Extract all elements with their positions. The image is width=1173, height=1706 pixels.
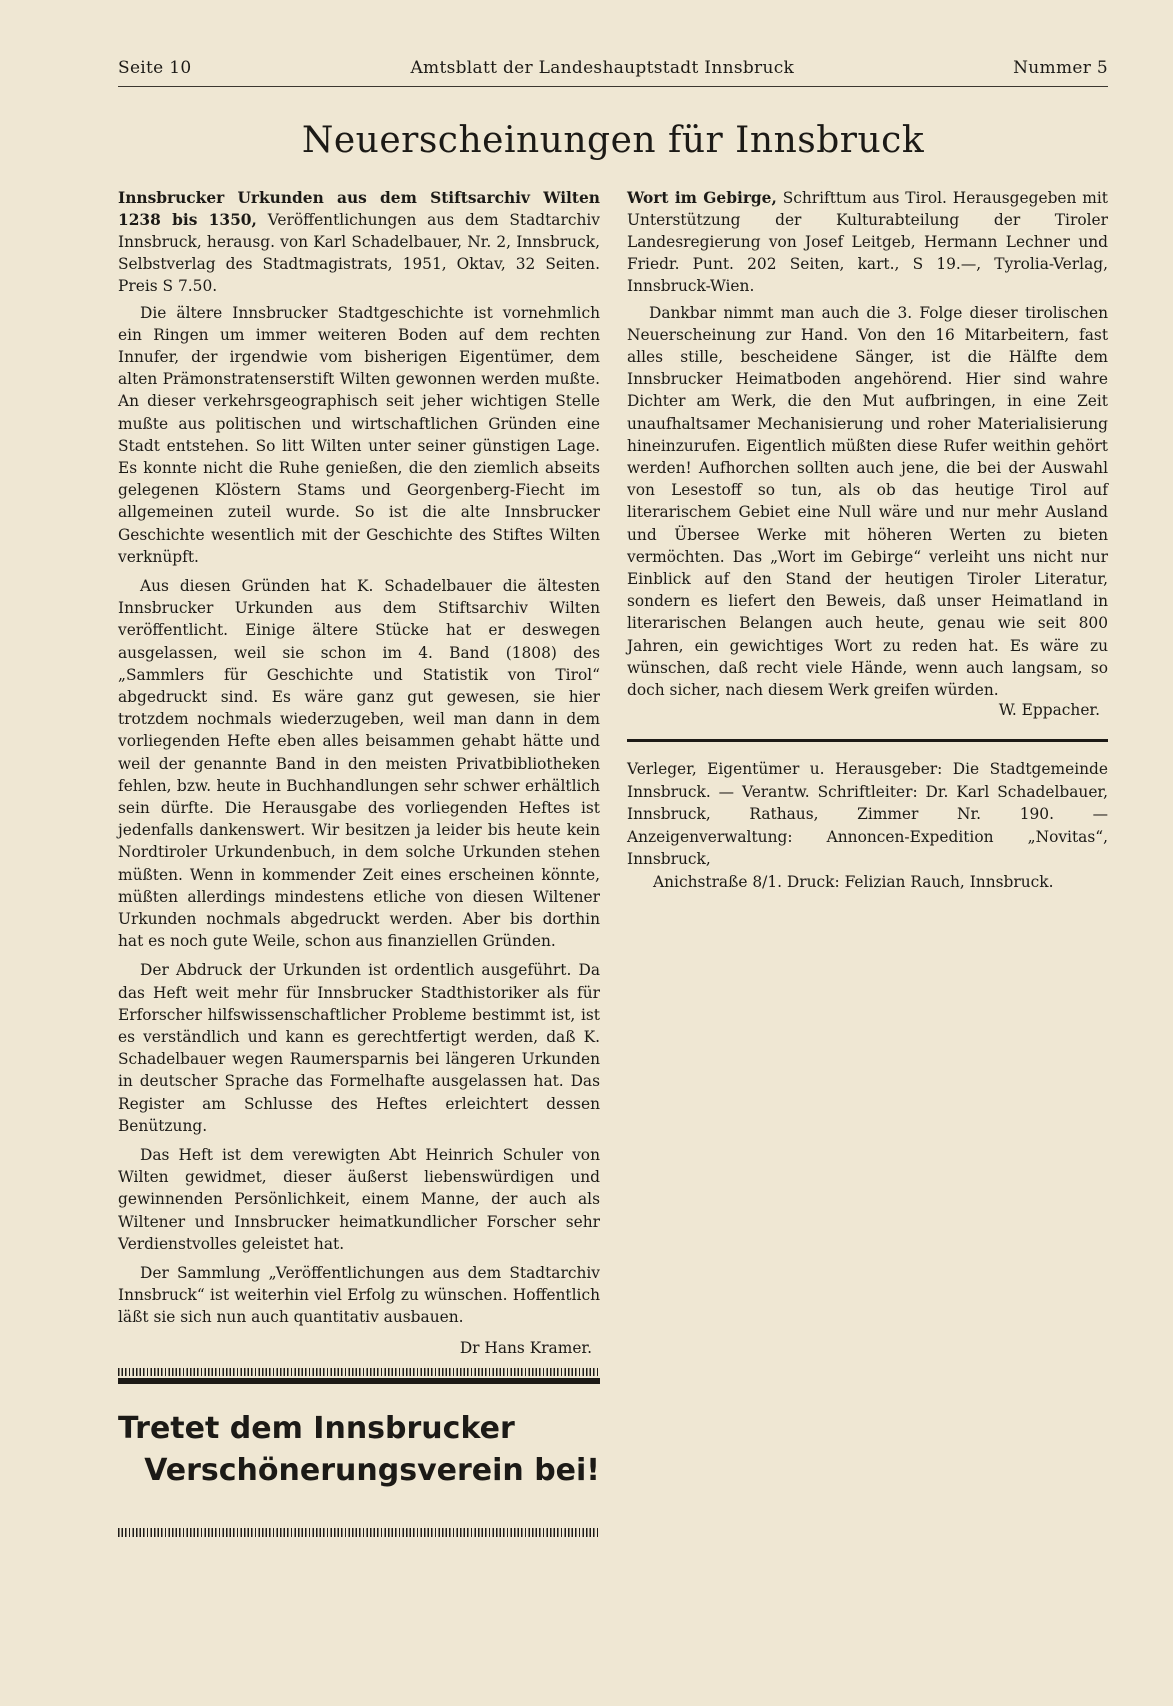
page-title: Neuerscheinungen für Innsbruck — [301, 120, 925, 161]
page-header — [118, 58, 1108, 78]
publication-name: Amtsblatt der Landeshauptstadt Innsbruck — [410, 58, 795, 78]
book-title: Innsbrucker Urkunden aus dem Stiftsarchiv Wilten 1238 bis 1350, — [118, 189, 600, 229]
book-details: Veröffentlichungen aus dem Stadtarchiv Innsbruck, herausg. von Karl Schadelbauer, Nr. 2, Innsbruck, Selbstverlag des Stadtmagistrats, 1951, Oktav, 32 Seiten. Preis S 7.50. — [118, 210, 600, 295]
imprint-text: Verleger, Eigentümer u. Herausgeber: Die Stadtgemeinde Innsbruck. — Verantw. Schriftleiter: Dr. Karl Schadelbauer, Innsbruck, Rathaus, Zimmer Nr. 190. — Anzeigenverwaltung: Annoncen-Expedition „Novitas“, Innsbruck, — [627, 760, 1108, 869]
issue-number: Nummer 5 — [1013, 58, 1108, 78]
border-line — [118, 1378, 600, 1384]
advert-line-2: Verschönerungsverein bei! — [144, 1453, 600, 1488]
review-heading-urkunden — [118, 188, 600, 298]
author-signature: Dr Hans Kramer. — [459, 1338, 592, 1357]
review-paragraph: Dankbar nimmt man auch die 3. Folge dieser tirolischen Neuerscheinung zur Hand. Von den 16 Mitarbeitern, fast alles stille, bescheidene Sänger, ist die Hälfte dem Innsbrucker Heimatboden angehörend. Hier sind wahre Dichter am Werk, die den Mut aufbringen, in eine Zeit unaufhaltsamer Mechanisierung und roher Materialisierung hineinzurufen. Eigentlich müßten diese Rufer weithin gehört werden! Aufhorchen sollten auch jene, die bei der Auswahl von Lesestoff so tun, als ob das heutige Tirol auf literarischem Gebiet eine Null wäre und nur mehr Ausland und Übersee Werke mit höheren Werten zu bieten vermöchten. Das „Wort im Gebirge“ verleiht uns nicht nur Einblick auf den Stand der heutigen Tiroler Literatur, sondern es liefert den Beweis, daß unser Heimatland in literarischen Belangen auch heute, genau wie seit 800 Jahren, ein gewichtiges Wort zu reden hat. Es wäre zu wünschen, daß recht viele Hände, wenn auch langsam, so doch sicher, nach diesem Werk greifen würden. — [627, 303, 1108, 699]
review-paragraph: Die ältere Innsbrucker Stadtgeschichte ist vornehmlich ein Ringen um immer weiteren Boden auf dem rechten Innufer, der irgendwie vom bisherigen Eigentümer, dem alten Prämonstratenserstift Wilten gewonnen werden mußte. An dieser verkehrsgeographisch seit jeher wichtigen Stelle mußte aus politischen und wirtschaftlichen Gründen eine Stadt entstehen. So litt Wilten unter seiner günstigen Lage. Es konnte nicht die Ruhe genießen, die den ziemlich abseits gelegenen Klöstern Stams und Georgenberg-Fiecht im allgemeinen zuteil wurde. So ist die alte Innsbrucker Geschichte wesentlich mit der Geschichte des Stiftes Wilten verknüpft. — [118, 303, 600, 566]
section-rule — [627, 739, 1108, 742]
author-signature: W. Eppacher. — [998, 701, 1100, 720]
right-column — [627, 188, 1108, 893]
review-paragraph: Der Abdruck der Urkunden ist ordentlich ausgeführt. Da das Heft weit mehr für Innsbrucker Stadthistoriker als für Erforscher hilfswissenschaftlicher Probleme bestimmt ist, ist es verständlich und kann es gerechtfertigt werden, daß K. Schadelbauer wegen Raumersparnis bei längeren Urkunden in deutscher Sprache das Formelhafte ausgelassen hat. Das Register am Schlusse des Heftes erleichtert dessen Benützung. — [118, 961, 600, 1135]
review-paragraph: Der Sammlung „Veröffentlichungen aus dem Stadtarchiv Innsbruck“ ist weiterhin viel Erfolg zu wünschen. Hoffentlich läßt sie sich nun auch quantitativ ausbauen. — [118, 1264, 600, 1327]
left-column — [118, 188, 600, 1359]
imprint-address: Anichstraße 8/1. Druck: Felizian Rauch, Innsbruck. — [653, 872, 1054, 891]
book-details: Schrifttum aus Tirol. Herausgegeben mit Unterstützung der Kulturabteilung der Tiroler Landesregierung von Josef Leitgeb, Hermann Lechner und Friedr. Punt. 202 Seiten, kart., S 19.—, Tyrolia-Verlag, Innsbruck-Wien. — [627, 189, 1108, 295]
review-paragraph: Das Heft ist dem verewigten Abt Heinrich Schuler von Wilten gewidmet, dieser äußerst liebenswürdigen und gewinnenden Persönlichkeit, einem Manne, der auch als Wiltener und Innsbrucker heimatkundlicher Forscher sehr Verdienstvolles geleistet hat. — [118, 1146, 600, 1253]
page-number: Seite 10 — [118, 58, 192, 78]
header-rule — [118, 86, 1108, 87]
imprint — [627, 758, 1108, 893]
advert-top-border — [118, 1368, 600, 1384]
advert-bottom-border — [118, 1528, 600, 1537]
review-paragraph: Aus diesen Gründen hat K. Schadelbauer die ältesten Innsbrucker Urkunden aus dem Stiftsarchiv Wilten veröffentlicht. Einige ältere Stücke hat er deswegen ausgelassen, weil sie schon im 4. Band (1808) des „Sammlers für Geschichte und Statistik von Tirol“ abgedruckt sind. Es wäre ganz gut gewesen, sie hier trotzdem nochmals wiederzugeben, weil man dann in dem vorliegenden Hefte eben alles beisammen gehabt hätte und weil der genannte Band in den meisten Privatbibliotheken fehlen, bzw. heute in Buchhandlungen sehr schwer erhältlich sein dürfte. Die Herausgabe des vorliegenden Heftes ist jedenfalls dankenswert. Wir besitzen ja leider bis heute kein Nordtiroler Urkundenbuch, in dem solche Urkunden stehen müßten. Wenn in kommender Zeit eines erscheinen könnte, müßten allerdings mindestens etliche von diesen Wiltener Urkunden nochmals abgedruckt werden. Aber bis dorthin hat es noch gute Weile, schon aus finanziellen Gründen. — [118, 576, 600, 951]
review-heading-wort — [627, 188, 1108, 298]
advert-line-1: Tretet dem Innsbrucker — [118, 1411, 515, 1446]
book-title: Wort im Gebirge, — [627, 189, 777, 207]
border-ticks — [118, 1368, 600, 1376]
